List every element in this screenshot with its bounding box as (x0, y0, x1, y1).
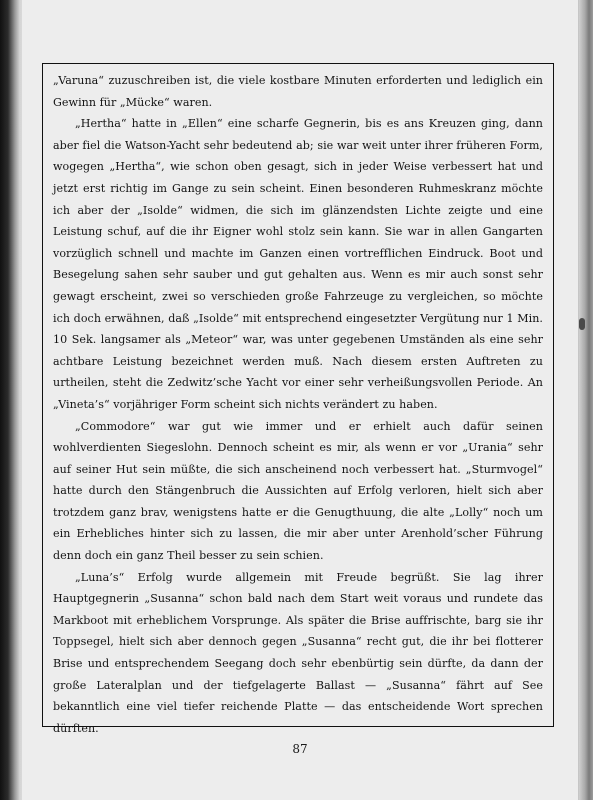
text-frame (42, 63, 554, 735)
paragraph-4: „Luna’s“ Erfolg wurde allgemein mit Freude begrüßt. Sie lag ihrer Hauptgegnerin „Susanna“ schon bald nach dem Start weit voraus und rundete das Markboot mit erheblichem Vorsprunge. Als später die Brise auffrischte, barg sie ihr Toppsegel, hielt sich aber dennoch gegen „Susanna“ recht gut, die ihr bei flotterer Brise und entsprechendem Seegang doch sehr ebenbürtig sein dürfte, da dann der große Lateralplan und der tiefgelagerte Ballast — „Susanna“ fährt auf See bekanntlich eine viel tiefer reichende Platte — das entscheidende Wort sprechen dürften. (53, 570, 543, 735)
book-right-edge (579, 0, 593, 800)
page-edge-mark (579, 318, 585, 330)
page-number: 87 (292, 742, 308, 756)
paragraph-1: „Varuna“ zuzuschreiben ist, die viele kostbare Minuten erforderten und lediglich ein Gewinn für „Mücke“ waren. (53, 74, 543, 109)
book-left-edge (0, 0, 20, 800)
book-page (22, 0, 578, 800)
paragraph-2: „Hertha“ hatte in „Ellen“ eine scharfe Gegnerin, bis es ans Kreuzen ging, dann aber fiel die Watson-Yacht sehr bedeutend ab; sie war weit unter ihrer früheren Form, wogegen „Hertha“, wie schon oben gesagt, sich in jeder Weise verbessert hat und jetzt erst richtig im Gange zu sein scheint. Einen besonderen Ruhmeskranz möchte ich aber der „Isolde“ widmen, die sich im glänzendsten Lichte zeigte und eine Leistung schuf, auf die ihr Eigner wohl stolz sein kann. Sie war in allen Gangarten vorzüglich schnell und machte im Ganzen einen vortrefflichen Eindruck. Boot und Besegelung sahen sehr sauber und gut gehalten aus. Wenn es mir auch sonst sehr gewagt erscheint, zwei so verschieden große Fahrzeuge zu vergleichen, so möchte ich doch erwähnen, daß „Isolde“ mit entsprechend eingesetzter Vergütung nur 1 Min. 10 Sek. langsamer als „Meteor“ war, was unter gegebenen Umständen als eine sehr achtbare Leistung bezeichnet werden muß. Nach diesem ersten Auftreten zu urtheilen, steht die Zedwitz’sche Yacht vor einer sehr verheißungsvollen Periode. An „Vineta’s“ vorjähriger Form scheint sich nichts verändert zu haben. (53, 117, 543, 411)
body-text (53, 70, 543, 739)
paragraph-3: „Commodore“ war gut wie immer und er erhielt auch dafür seinen wohlverdienten Siegeslohn. Dennoch scheint es mir, als wenn er vor „Urania“ sehr auf seiner Hut sein müßte, die sich anscheinend noch verbessert hat. „Sturmvogel“ hatte durch den Stängenbruch die Aussichten auf Erfolg verloren, hielt sich aber trotzdem ganz brav, wenigstens hatte er die Genugthuung, die alte „Lolly“ noch um ein Erhebliches hinter sich zu lassen, die mir aber unter Arenhold’scher Führung denn doch ein ganz Theil besser zu sein schien. (53, 419, 543, 563)
